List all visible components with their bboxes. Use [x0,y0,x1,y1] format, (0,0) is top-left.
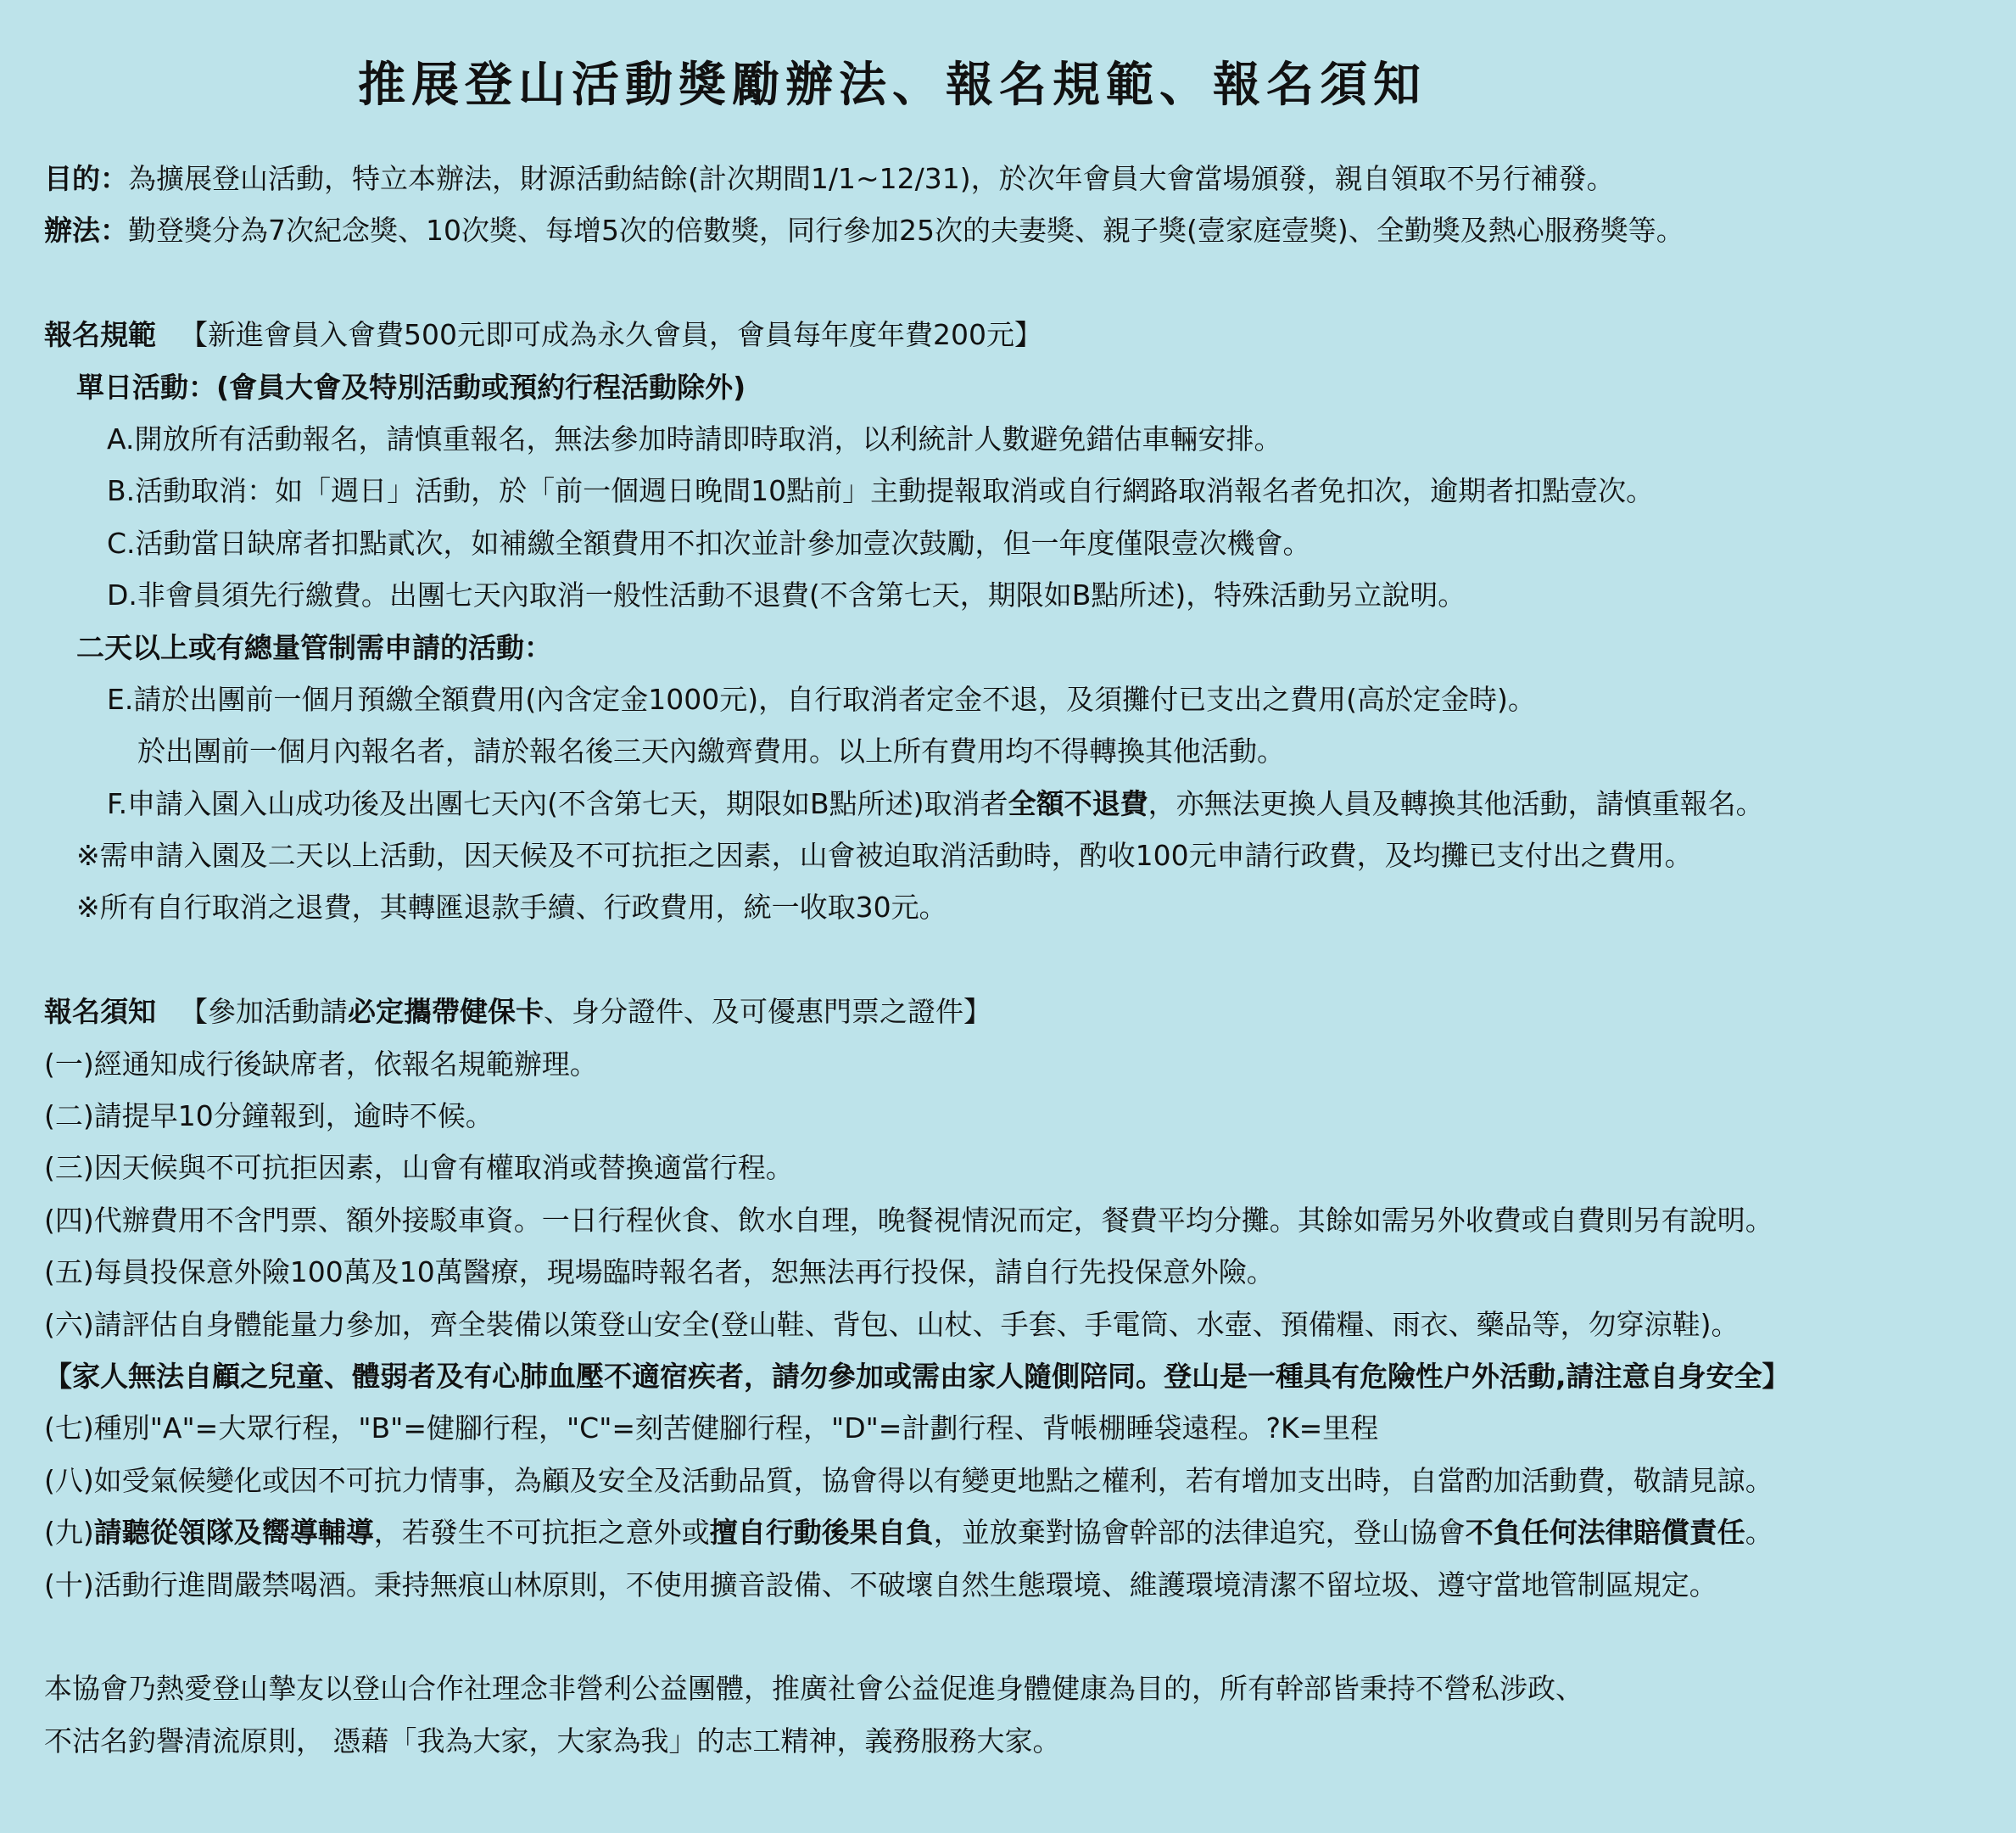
purpose-text: 為擴展登山活動，特立本辦法，財源活動結餘(計次期間1/1~12/31)，於次年會員大會當場頒發，親自領取不另行補發。 [128,162,1615,195]
rule-a: A.開放所有活動報名，請慎重報名，無法參加時請即時取消，以利統計人數避免錯估車輛安排。 [107,422,1282,455]
rule-f-text: F.申請入園入山成功後及出團七天內(不含第七天，期限如B點所述)取消者 [107,786,1008,820]
purpose-label: 目的： [44,162,128,195]
page-title: 推展登山活動獎勵辦法、報名規範、報名須知 [358,57,1427,113]
item-9-text-2: ，並放棄對協會幹部的法律追究，登山協會 [933,1516,1466,1550]
notice-header [44,986,2016,1037]
spacer [44,1611,2016,1663]
item-9-emphasis-2: 擅自行動後果自負 [709,1516,934,1550]
rules-note-2: ※所有自行取消之退費，其轉匯退款手續、行政費用，統一收取30元。 [76,891,947,925]
notice-note-close: 、身分證件、及可優惠門票之證件】 [544,995,991,1029]
spacer [44,934,2016,986]
rule-d: D.非會員須先行繳費。出團七天內取消一般性活動不退費(不含第七天，期限如B點所述)，特殊活動另立說明。 [107,578,1466,612]
notice-item-7: (七)種別"A"=大眾行程，"B"=健腳行程，"C"=刻苦健腳行程，"D"=計劃行程、背帳棚睡袋遠程。?K=里程 [44,1411,1379,1445]
method-text: 勤登獎分為7次紀念獎、10次獎、每增5次的倍數獎，同行參加25次的夫妻獎、親子獎(壹家庭壹獎)、全勤獎及熱心服務獎等。 [128,214,1684,248]
notice-item-3: (三)因天候與不可抗拒因素，山會有權取消或替換適當行程。 [44,1151,794,1185]
notice-item-1: (一)經通知成行後缺席者，依報名規範辦理。 [44,1047,598,1081]
rule-e: E.請於出團前一個月預繳全額費用(內含定金1000元)，自行取消者定金不退，及須攤付已支出之費用(高於定金時)。 [107,682,1536,716]
item-9-emphasis-1: 請聽從領隊及嚮導輔導 [93,1516,374,1550]
rules-label: 報名規範 [44,318,156,352]
method-line [44,204,2016,256]
item-9-emphasis-3: 不負任何法律賠償責任 [1465,1516,1745,1550]
safety-warning: 【家人無法自顧之兒童、體弱者及有心肺血壓不適宿疾者，請勿參加或需由家人隨側陪同。登山是一種具有危險性户外活動,請注意自身安全】 [44,1359,1790,1393]
notice-item-9 [44,1506,2016,1558]
purpose-line [44,153,2016,204]
rule-f-emphasis: 全額不退費 [1008,786,1148,820]
rules-header [44,309,2016,360]
item-9-prefix: (九) [44,1516,94,1550]
method-label: 辦法： [44,214,128,248]
closing-line-2: 不沽名釣譽清流原則， 憑藉「我為大家，大家為我」的志工精神，義務服務大家。 [44,1724,1061,1758]
multi-day-heading: 二天以上或有總量管制需申請的活動： [76,630,552,664]
notice-item-2: (二)請提早10分鐘報到，逾時不候。 [44,1099,494,1133]
closing-line-1: 本協會乃熱愛登山摯友以登山合作社理念非營利公益團體，推廣社會公益促進身體健康為目的，所有幹部皆秉持不營私涉政、 [44,1672,1583,1706]
notice-item-10: (十)活動行進間嚴禁喝酒。秉持無痕山林原則，不使用擴音設備、不破壞自然生態環境、維護環境清潔不留垃圾、遵守當地管制區規定。 [44,1568,1717,1601]
spacer [44,120,2016,153]
rule-c: C.活動當日缺席者扣點貳次，如補繳全額費用不扣次並計參加壹次鼓勵，但一年度僅限壹次機會。 [107,526,1311,560]
notice-label: 報名須知 [44,995,156,1029]
notice-item-4: (四)代辦費用不含門票、額外接駁車資。一日行程伙食、飲水自理，晚餐視情況而定，餐費平均分攤。其餘如需另外收費或自費則另有說明。 [44,1203,1773,1237]
notice-item-6: (六)請評估自身體能量力參加，齊全裝備以策登山安全(登山鞋、背包、山杖、手套、手電筒、水壺、預備糧、雨衣、藥品等，勿穿涼鞋)。 [44,1307,1740,1341]
single-day-heading: 單日活動：(會員大會及特別活動或預約行程活動除外) [76,370,746,404]
notice-note-open: 【參加活動請 [180,995,348,1029]
item-9-text-1: ，若發生不可抗拒之意外或 [373,1516,710,1550]
notice-note [180,995,991,1028]
rule-e-continued: 於出團前一個月內報名者，請於報名後三天內繳齊費用。以上所有費用均不得轉換其他活動。 [137,735,1285,768]
notice-item-5: (五)每員投保意外險100萬及10萬醫療，現場臨時報名者，恕無法再行投保，請自行先投保意外險。 [44,1255,1275,1289]
notice-item-8: (八)如受氣候變化或因不可抗力情事，為顧及安全及活動品質，協會得以有變更地點之權利，若有增加支出時，自當酌加活動費，敬請見諒。 [44,1463,1773,1497]
item-9-end: 。 [1745,1516,1773,1550]
rule-f-text-end: ，亦無法更換人員及轉換其他活動，請慎重報名。 [1148,786,1764,820]
spacer [44,257,2016,309]
rule-b: B.活動取消：如「週日」活動，於「前一個週日晚間10點前」主動提報取消或自行網路取消報名者免扣次，逾期者扣點壹次。 [107,474,1655,508]
rules-membership-note: 【新進會員入會費500元即可成為永久會員，會員每年度年費200元】 [180,318,1042,352]
notice-note-emphasis: 必定攜帶健保卡 [348,995,544,1029]
rule-f [44,778,2016,830]
rules-note-1: ※需申請入園及二天以上活動，因天候及不可抗拒之因素，山會被迫取消活動時，酌收100元申請行政費，及均攤已支付出之費用。 [76,839,1693,873]
